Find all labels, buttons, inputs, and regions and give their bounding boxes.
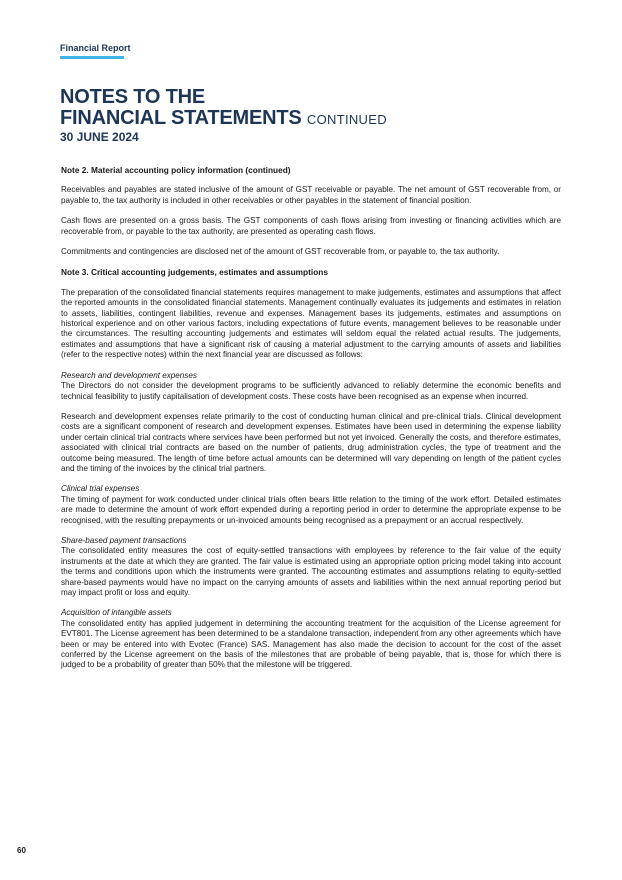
- note2-paragraph-1: Receivables and payables are stated inclusive of the amount of GST receivable or payable. The net amount of GST recoverable from, or payable to, the tax authority is included in other receivables or other payables in the statement of financial position.: [61, 185, 561, 205]
- note3-intro: The preparation of the consolidated financial statements requires management to make judgements, estimates and assumptions that affect the reported amounts in the consolidated financial statements. Management continually evaluates its judgements and estimates in relation to assets, liabilities, contingent liabilities, revenue and expenses. Management bases its judgements, estimates and assumptions on historical experience and on other various factors, including expectations of future events, management believes to be reasonable under the circumstances. The resulting accounting judgements and estimates will seldom equal the related actual results. The judgements, estimates and assumptions that have a significant risk of causing a material adjustment to the carrying amounts of assets and liabilities (refer to the respective notes) within the next financial year are discussed as follows:: [61, 287, 561, 360]
- title-continued: CONTINUED: [306, 112, 387, 127]
- section-accent-bar: [60, 56, 124, 59]
- sb-subheading: Share-based payment transactions: [61, 535, 187, 545]
- rd-paragraph-1: The Directors do not consider the development programs to be sufficiently advanced to reliably determine the economic benefits and technical feasibility to justify capitalisation of development costs. These costs have been recognised as an expense when incurred.: [61, 381, 561, 401]
- report-date: 30 JUNE 2024: [60, 130, 139, 144]
- title-line-1: NOTES TO THE: [60, 86, 206, 108]
- note2-heading: Note 2. Material accounting policy information (continued): [61, 165, 291, 175]
- ct-paragraph: The timing of payment for work conducted under clinical trials often bears little relation to the timing of the work effort. Detailed estimates are made to determine the amount of work effort expended during a reporting period in order to determine the appropriate expense to be recognised, with the resulting prepayments or un-invoiced amounts being recognised as a prepayment or an accrual respectively.: [61, 494, 561, 525]
- section-label: Financial Report: [60, 43, 131, 53]
- page-number: 60: [17, 846, 26, 855]
- ai-subheading: Acquisition of intangible assets: [61, 608, 172, 618]
- title-line-2: FINANCIAL STATEMENTS: [60, 107, 302, 129]
- notes-body: [61, 165, 561, 681]
- ct-subheading: Clinical trial expenses: [61, 484, 140, 494]
- rd-paragraph-2: Research and development expenses relate primarily to the cost of conducting human clinical and pre-clinical trials. Clinical development costs are a significant component of research and development expenses. Estimates have been used in determining the expense liability under certain clinical trial contracts where services have been performed but not yet invoiced. Generally the costs, and therefore estimates, associated with clinical trial contracts are based on the number of patients, drug administration cycles, the type of treatment and the outcome being measured. The length of time before actual amounts can be determined will vary depending on length of the patient cycles and the timing of the invoices by the clinical trial partners.: [61, 411, 561, 473]
- ai-paragraph: The consolidated entity has applied judgement in determining the accounting treatment for the acquisition of the License agreement for EVT801. The License agreement has been determined to be a standalone transaction, independent from any other agreements which have been or may be entered into with Evotec (France) SAS. Management has also made the decision to account for the cost of the asset conferred by the License agreement on the basis of the milestones that are probable of being payable, that is, those for which there is judged to be a probability of greater than 50% that the milestone will be triggered.: [61, 618, 561, 670]
- note2-paragraph-3: Commitments and contingencies are disclosed net of the amount of GST recoverable from, or payable to, the tax authority.: [61, 247, 500, 257]
- note3-heading: Note 3. Critical accounting judgements, estimates and assumptions: [61, 267, 328, 278]
- rd-subheading: Research and development expenses: [61, 370, 197, 380]
- page-title: [60, 87, 387, 130]
- note2-paragraph-2: Cash flows are presented on a gross basis. The GST components of cash flows arising from investing or financing activities which are recoverable from, or payable to the tax authority, are presented as operating cash flows.: [61, 216, 561, 236]
- sb-paragraph: The consolidated entity measures the cost of equity-settled transactions with employees by reference to the fair value of the equity instruments at the date at which they are granted. The fair value is estimated using an appropriate option pricing model taking into account the terms and conditions upon which the instruments were granted. The accounting estimates and assumptions relating to equity-settled share-based payments would have no impact on the carrying amounts of assets and liabilities within the next annual reporting period but may impact profit or loss and equity.: [61, 546, 561, 597]
